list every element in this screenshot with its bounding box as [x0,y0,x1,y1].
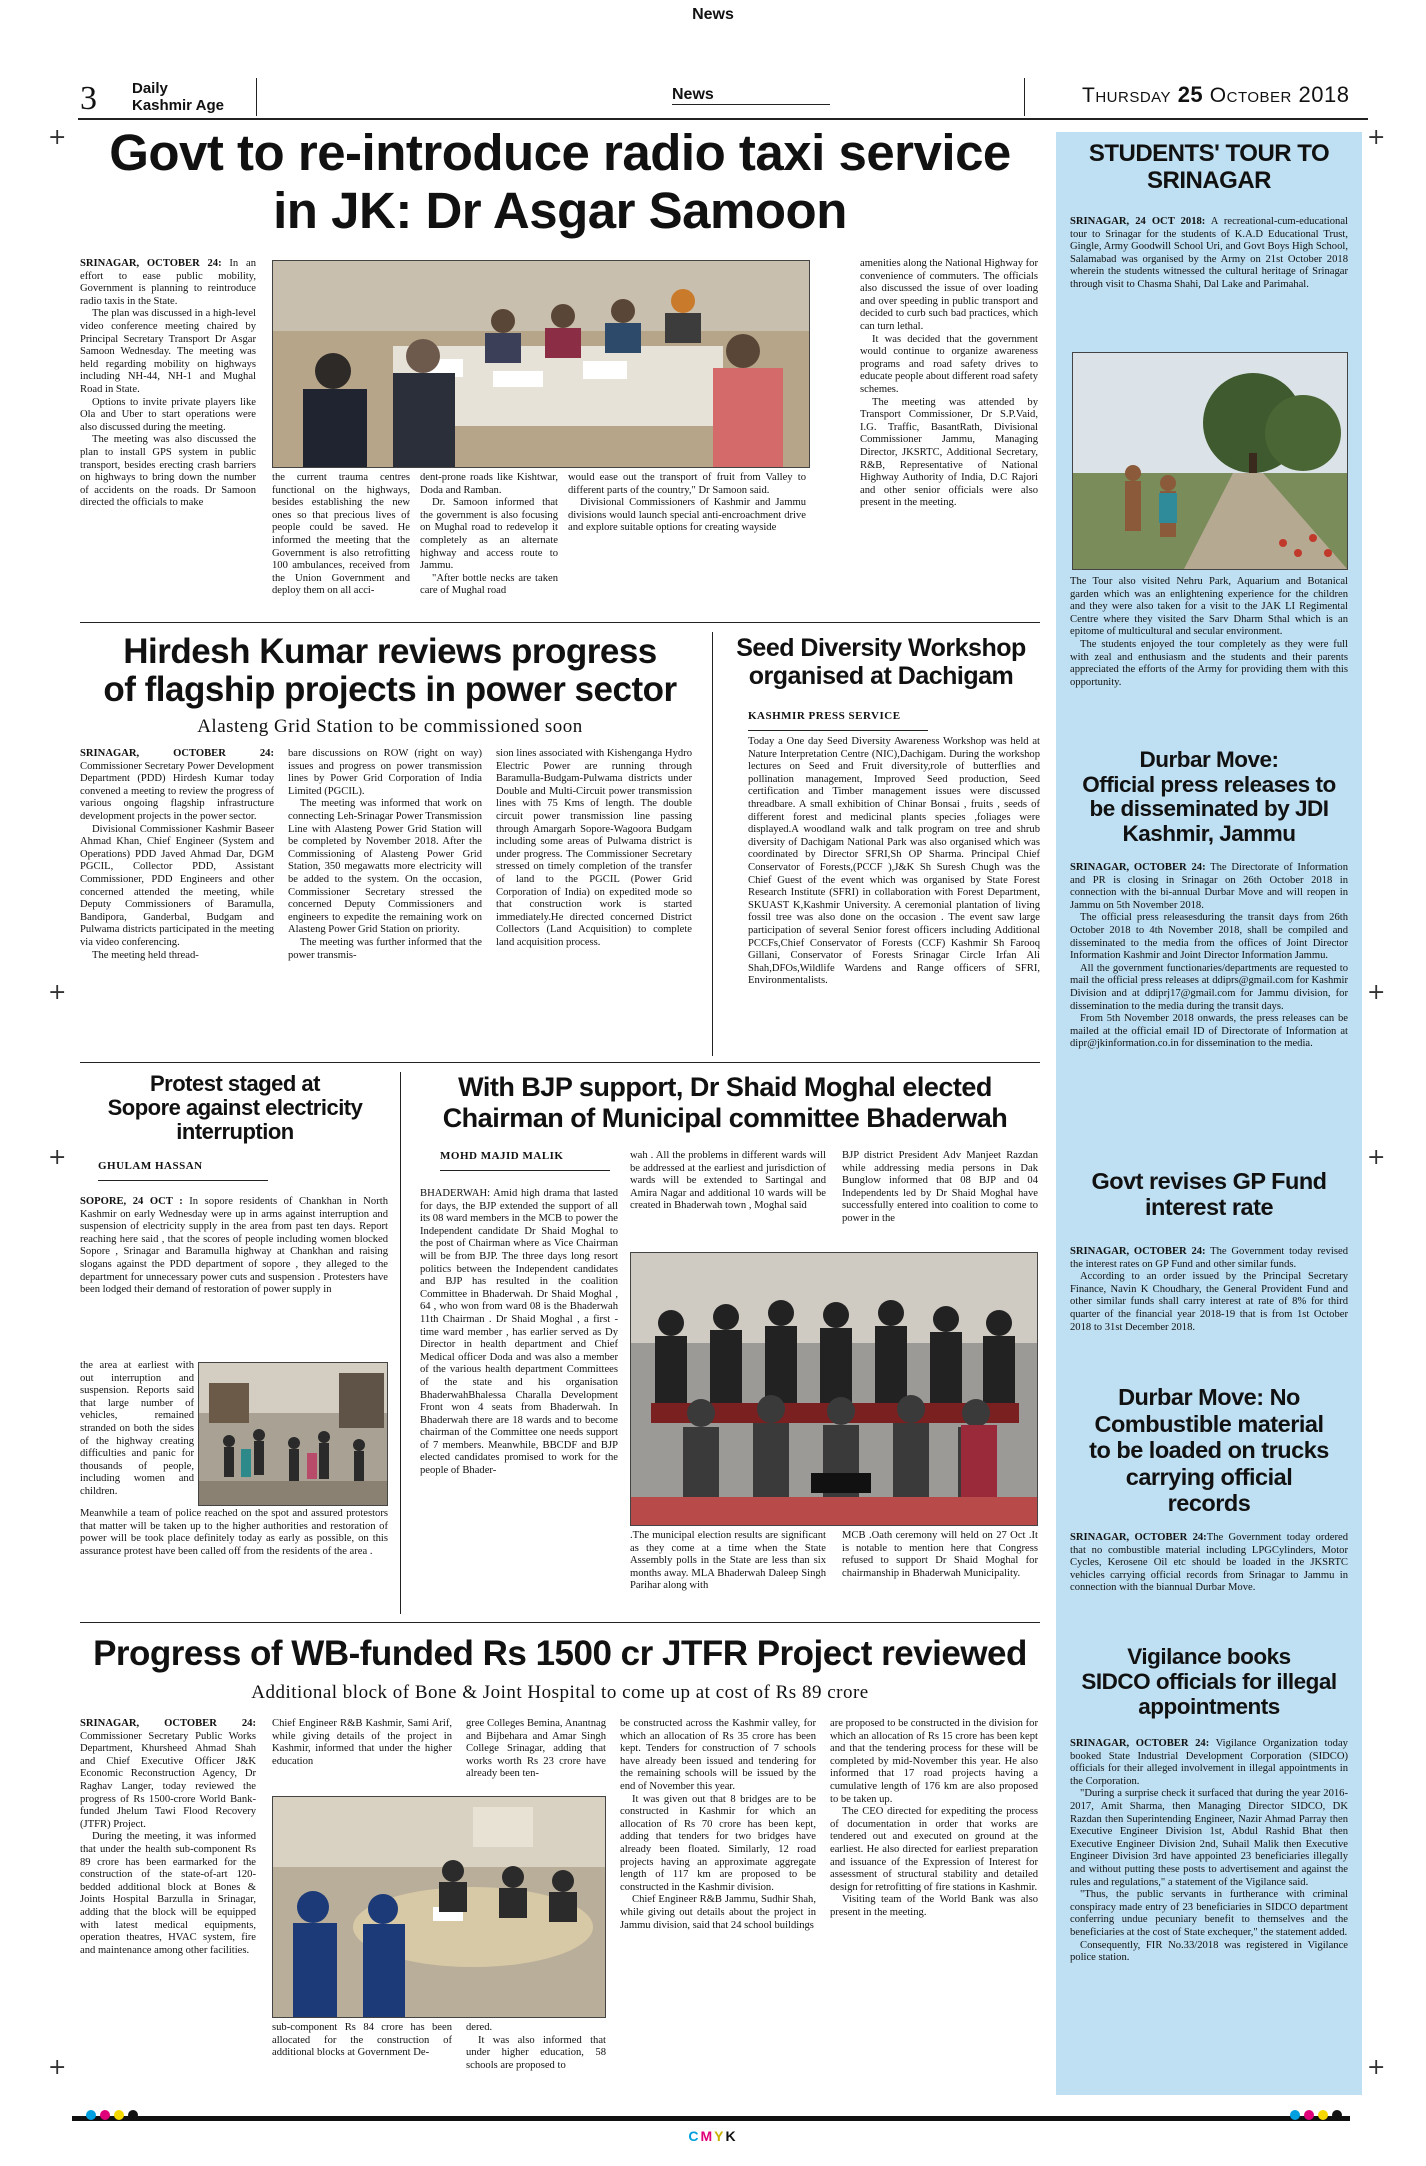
paragraph: Visiting team of the World Bank was also present in the meeting. [830,1894,1038,1918]
paragraph: amenities along the National Highway for convenience of commuters. The officials also discussed the issue of over loading and over speeding in public transport and decided to curb such bad practices, which can turn lethal. [860,258,1038,332]
a6-col2 [272,1718,452,1788]
paragraph: SRINAGAR, OCTOBER 24: Commissioner Secretary Public Works Department, Khursheed Ahmad Shah and Chief Executive Officer J&K Economic Reconstruction Agency, Dr Raghav Langer, today reviewed the progress of Rs 1500-crore World Bank-funded Jhelum Tawi Flood Recovery (JTFR) Project. [80,1718,256,1830]
a3-body [748,736,1040,1056]
paragraph: It was given out that 8 bridges are to be constructed in Kashmir for which an allocation of Rs 70 crore has been kept, adding that tenders for two bridges have already been floated. Similarly, 12 road projects having an approximate aggregate length of 117 km are proposed to be constructed in the Kashmir division. [620,1793,816,1893]
paragraph: bare discussions on ROW (right on way) issues and progress on power transmission lines by Power Grid Corporation of India Limited (PGCIL). [288,748,482,797]
paragraph: The meeting was further informed that the power transmis- [288,936,482,961]
paragraph: The meeting was informed that work on connecting Leh-Srinagar Power Transmission Line with Alasteng Power Grid Station will be completed by November 2018. After the Commissioning of Alasteng Power Grid Station, 350 megawatts more electricity will be added to the system. On the occasion, Commissioner Secretary stressed the concerned Deputy Commissioners and engineers to expedite the remaining work on Alasteng Power Grid Station on priority. [288,798,482,936]
protest-photo [198,1362,388,1506]
a4-top [80,1196,388,1358]
a1-col1 [80,258,256,608]
a1-headline: Govt to re-introduce radio taxi service in JK: Dr Asgar Samoon [109,124,1011,239]
paragraph: SRINAGAR, OCTOBER 24: The Government today revised the interest rates on GP Fund and other similar funds. [1070,1246,1348,1270]
a5-col1 [420,1188,618,1614]
a3-headline: Seed Diversity Workshop organised at Dachigam [736,634,1026,690]
a5-col5 [842,1530,1038,1614]
sb2-body [1070,862,1348,1166]
paragraph: Chief Engineer R&B Kashmir, Sami Arif, while giving details of the project in Kashmir, informed that under the higher education [272,1718,452,1767]
paragraph: SRINAGAR, 24 OCT 2018: A recreational-cum-educational tour to Srinagar for the students of K.A.D Educational Trust, Gingle, Army Goodwill School Uri, and Govt Boys High School, Salamabad was organised by the Army on 21st October 2018 wherein the students witnessed the cultural heritage of Srinagar through visit to Chasma Shahi, Dal Lake and Parimahal. [1070,216,1348,290]
sb1-bottom [1070,576,1348,742]
sb2-headline: Durbar Move: Official press releases to be disseminated by JDI Kashmir, Jammu [1082,747,1336,846]
paragraph: The plan was discussed in a high-level video conference meeting chaired by Principal Secretary Transport Dr Asgar Samoon Wednesday. The meeting was held regarding mobility on highways including NH-44, NH-1 and Mughal Road in State. [80,308,256,395]
sb4-headline: Durbar Move: No Combustible material to be loaded on trucks carrying official records [1089,1384,1329,1516]
crop-mark: + [48,1145,67,1170]
paragraph: Chief Engineer R&B Jammu, Sudhir Shah, while giving out details about the project in Jammu division, said that 24 school buildings [620,1894,816,1931]
paragraph: It was decided that the government would continue to organize awareness programs and road safety drives to educate people about different road safety schemes. [860,333,1038,395]
a6-col5 [830,1718,1038,2096]
paragraph: the current trauma centres functional on the highways, besides establishing the new ones so that precious lives of people could be saved. He informed the meeting that the Government is also retrofitting 100 ambulances, received from the Union Government and deploy them on all acci- [272,472,410,597]
paragraph: Meanwhile a team of police reached on the spot and assured protestors that matter will be taken up to the higher authorities and restoration of power will be took place definitely today as early as possible, on this assurance protest have been called off from the residents of the area . [80,1508,388,1557]
paragraph: the area at earliest with out interruption and suspension. Reports said that large number of vehicles, remained stranded on both the sides of the highway creating difficulties and panic for thousands of people, including women and children. [80,1360,194,1497]
sb1-headline: STUDENTS' TOUR TO SRINAGAR [1088,140,1330,194]
paragraph: The students enjoyed the tour completely as they were full with zeal and enthusiasm and the students and their parents appreciated the efforts of the Army for providing them with this opportunity. [1070,638,1348,688]
paragraph: SRINAGAR, OCTOBER 24: In an effort to ease public mobility, Government is planning to reintroduce radio taxis in the State. [80,258,256,307]
paper-name: Daily Kashmir Age [132,80,224,114]
a1-col2 [272,472,410,608]
a6-col1 [80,1718,256,2096]
a2-headline: Hirdesh Kumar reviews progress of flagship projects in power sector [103,632,677,709]
paragraph: The CEO directed for expediting the process of documentation in order that works are tendered out and executed on ground at the earliest. He also directed for earliest preparation and issuance of the Expression of Interest for assessment of structural stability and detailed design for retrofitting of fire stations in Kashmir. [830,1806,1038,1893]
a6-col3b [466,2022,606,2096]
section-label: News [672,86,714,103]
paragraph: All the government functionaries/departments are requested to mail the official press releases at ddiprs@gmail.com for Kashmir Division and at ddiprj17@gmail.com for Jammu division, for dissemination to the media during the transit days. [1070,962,1348,1012]
paragraph: The meeting was attended by Transport Commissioner, Dr S.P.Vaid, I.G. Traffic, BasantRath, Divisional Commissioner Jammu, Managing Director, JKSRTC, Additional Secretary, R&B, Representative of National Highway Authority of India, D.C Rajori and other senior officials were also present in the meeting. [860,396,1038,509]
page-number: 3 [80,80,97,117]
a2-col2 [288,748,482,1056]
paragraph: gree Colleges Bemina, Anantnag and Bijbehara and Amar Singh College Srinagar, adding that works worth Rs 23 crore have already been ten- [466,1718,606,1780]
jtfr-meeting-photo [272,1796,606,2018]
a1-col4 [568,472,806,608]
paragraph: Options to invite private players like Ola and Uber to start operations were also discussed during the meeting. [80,396,256,433]
a5-headline: With BJP support, Dr Shaid Moghal elected Chairman of Municipal committee Bhaderwah [442,1072,1008,1133]
paragraph: The meeting held thread- [92,949,199,961]
sb4-body [1070,1532,1348,1642]
crop-mark: + [1367,125,1386,150]
paragraph: SRINAGAR, OCTOBER 24: The Directorate of Information and PR is closing in Srinagar on 26th October 2018 in connection with the bi-annual Durbar Move and will reopen in Jammu on 5th November 2018. [1070,862,1348,911]
crop-mark: + [1367,1145,1386,1170]
paragraph: BHADERWAH: Amid high drama that lasted for days, the BJP extended the support of all its 08 ward members in the MCB to power the Independent candidate Dr Shaid Moghal to the post of Chairman where as Vice Chairman will be from BJP. The three days long resort politics between the Independent candidates and BJP has resulted in the coalition Committee in Bhaderwah. Dr Shaid Moghal , 64 , who won from ward 08 is the Bhaderwah 11th Chairman . Dr Shaid Moghal , a first -time ward member , has earlier served as Dy Director in health department and Chief Medical officer Doda and was also a member of the various health department Committees of the state and his organisation BhaderwahBhalessa Charalla Development Front won 4 seats from Bhaderwah. In Bhaderwah there are 18 wards and to become chairman of the Committee one needs support of 7 members. Meanwhile, BBCDF and BJP elected candidates promised to work for the people of Bhader- [420,1188,618,1477]
a2-col1 [80,748,274,1056]
paragraph: It was also informed that under higher education, 58 schools are proposed to [466,2034,606,2071]
crop-mark: + [48,2055,67,2080]
registration-dot [86,2110,96,2120]
paragraph: The official press releasesduring the transit days from 26th October 2018 to 4th November 2018, shall be compiled and disseminated to the media from the offices of Joint Director Information Kashmir and Joint Director Information Jammu. [1070,912,1348,962]
paragraph: Divisional Commissioner Kashmir Baseer Ahmad Khan, Chief Engineer (System and Operations) PDD Javed Ahmad Dar, DGM PGCIL, Collector PDD, Assistant Commissioner, PDD Engineers and other concerned attended the meeting, while Deputy Commissioners of Baramulla, Bandipora, Ganderbal, Budgam and Pulwama districts participated in the meeting via video conferencing. [80,823,274,948]
registration-dot [100,2110,110,2120]
a6-subhead: Additional block of Bone & Joint Hospital to come up at cost of Rs 89 crore [251,1682,869,1703]
paragraph: be constructed across the Kashmir valley, for which an allocation of Rs 35 crore has been kept. Tenders for construction of 7 schools have already been issued and tendering for the remaining schools will be issued by the end of November this year. [620,1718,816,1792]
paragraph: "During a surprise check it surfaced that during the year 2016-2017, Amit Sharma, then Managing Director SIDCO, DK Razdan then Superintending Engineer, Nazir Ahmad Parray then Executive Engineer Division 1st, Abdul Rashid Bhat then Executive Engineer Division 2nd, Suhail Malik then Executive Engineer Division 3rd have appointed 23 beneficiaries illegally and without putting these posts to advertisement and against the rules and regulations," a statement of the Vigilance said. [1070,1788,1348,1888]
a5-col4 [630,1530,826,1614]
crop-mark: + [48,980,67,1005]
a1-col3 [420,472,558,608]
paragraph: sub-component Rs 84 crore has been allocated for the construction of additional blocks at Government De- [272,2022,452,2059]
paragraph: sion lines associated with Kishenganga Hydro Electric Power are running through Baramulla-Budgam-Pulwama districts under Double and Multi-Circuit power transmission lines with 75 Kms of length. The double circuit power transmission line passing through Amargarh Sopore-Wagoora Budgam including some areas of Pulwama district is under progress. The Commissioner Secretary stressed on timely completion of the transfer of land to the PGCIL (Power Grid Corporation of India) on expedited mode so that construction work is started immediately.He directed concerned District Collectors (Land Acquisition) to complete land acquisition process. [496,748,692,948]
a5-col2 [630,1150,826,1250]
paragraph: dered. [466,2022,493,2033]
paragraph: Dr. Samoon informed that the government is also focusing on Mughal road to redevelop it completely as an alternate highway and access route to Jammu. [420,497,558,572]
paragraph: are proposed to be constructed in the division for which an allocation of Rs 15 crore has been kept and that the tendering process for these will be completed by mid-November this year. He also informed that 17 road projects having a cumulative length of 176 km are also proposed to be taken up. [830,1718,1038,1805]
paragraph: Divisional Commissioners of Kashmir and Jammu divisions would launch special anti-encroachment drive and explore suitable options for creating wayside [568,497,806,534]
paragraph: From 5th November 2018 onwards, the press releases can be mailed at the official email ID of Directorate of Information at dipr@jkinformation.co.in for dissemination to the media. [1070,1013,1348,1050]
a1-col5 [860,258,1038,608]
cmyk-marker: CMYK [688,2128,738,2144]
paragraph: Today a One day Seed Diversity Awareness Workshop was held at Nature Interpretation Centre (NIC),Dachigam. During the workshop lectures on Seed and Fruit diversity,role of butterflies and pollination management, Improved Seed production, Seed certification and Timber management issues were discussed threadbare. A small exhibition of Chinar Bonsai , fruits , seeds of different forest and medicinal plants species ,foliages were displayed.A woodland walk and talk program on tree and shrub diversity of Dachigam National Park was also organised which was coordinated by Director SFRI,Sh OP Sharma. Principal Chief Conservator of Forests,(PCCF ),J&K Sh Suresh Chugh was the Chief Guest of the event which was organised by State Forest Research Institute (SFRI) in collaboration with Forest Department, SKUAST K,Kashmir University. A ceremonial plantation of living fossil tree was also done on the occasion . The event saw large participation of several Senior forest officers including Additional PCCFs,Chief Conservator of Forests (CCF) Kashmir Sh Farooq Gillani, Conservator of Forests Srinagar Circle Irfan Ali Shah,DFOs,Wildlife Wardens and Range officers of SFRI, Environmentalists. [748,736,1040,987]
paragraph: "Thus, the public servants in furtherance with criminal conspiracy made entry of 23 beneficiaries in SIDCO department conferring undue pecuniary benefit to themselves and the beneficiaries at the cost of State exchequer," the statement added. [1070,1889,1348,1938]
paragraph: According to an order issued by the Principal Secretary Finance, Navin K Choudhary, the General Provident Fund and other similar funds shall carry interest at rate of 8% for third quarter of the financial year 2018-19 that is from 1st October 2018 to 31st December 2018. [1070,1271,1348,1333]
sb3-headline: Govt revises GP Fund interest rate [1091,1168,1327,1220]
sb5-body [1070,1738,1348,2092]
registration-dot [1318,2110,1328,2120]
sb3-body [1070,1246,1348,1386]
top-news-label: News [692,6,734,23]
a2-col3 [496,748,692,1056]
a3-byline: KASHMIR PRESS SERVICE [748,710,901,722]
a6-headline: Progress of WB-funded Rs 1500 cr JTFR Project reviewed [93,1634,1027,1673]
paragraph: MCB .Oath ceremony will held on 27 Oct .It is notable to mention here that Congress refused to support Dr Shaid Moghal for chairmanship in Bhaderwah Municipality. [842,1530,1038,1579]
crop-mark: + [1367,2055,1386,2080]
a4-headline: Protest staged at Sopore against electricity interruption [107,1071,363,1144]
a5-byline: MOHD MAJID MALIK [440,1150,564,1162]
paragraph: "After bottle necks are taken care of Mughal road [420,572,558,597]
sb5-headline: Vigilance books SIDCO officials for illegal appointments [1081,1644,1337,1719]
a4-byline: GHULAM HASSAN [98,1160,203,1172]
paragraph: The Tour also visited Nehru Park, Aquarium and Botanical garden which was an enlightening experience for the children and they were also taken for a visit to the JAK LI Regimental Centre where they visited the Sarv Dharm Sthal which is an epitome of multicultural and secular environment. [1070,576,1348,638]
students-tour-photo [1072,352,1348,570]
a2-subhead: Alasteng Grid Station to be commissioned soon [197,716,583,737]
paragraph: SOPORE, 24 OCT : In sopore residents of Chankhan in North Kashmir on early Wednesday were up in arms against interruption and suspension of electricity supply in the area from past ten days. Report reaching here said , that the scores of people including women blocked Sopore , Srinagar and Baramulla highway at Chankhan and raising slogans against the PDD department of sopore , they alleged to the department for unnecessary power cuts and suspension . Protesters have been lodged their demand of restoration of power supply in [80,1196,388,1296]
crop-mark: + [1367,980,1386,1005]
a6-col3 [466,1718,606,1788]
paragraph: .The municipal election results are significant as they come at a time when the State Assembly polls in the State are less than six months away. MLA Bhaderwah Daleep Singh Parihar along with [630,1530,826,1592]
registration-dot [1332,2110,1342,2120]
meeting-photo [272,260,810,468]
paragraph: The meeting was also discussed the plan to install GPS system in public transport, besides erecting crash barriers on highways to bring down the number of accidents on the roads. Dr Samoon directed the officials to make [80,434,256,509]
crop-mark: + [48,125,67,150]
sb1-top [1070,216,1348,344]
registration-dot [128,2110,138,2120]
registration-dot [1290,2110,1300,2120]
issue-date: Thursday 25 October 2018 [1082,82,1350,107]
paragraph: BJP district President Adv Manjeet Razdan while addressing media persons in Dak Bunglow informed that 08 BJP and 04 Independents led by Dr Shaid Moghal have successfully entered into coalition to come to power in the [842,1150,1038,1224]
paragraph: SRINAGAR, OCTOBER 24: Commissioner Secretary Power Development Department (PDD) Hirdesh Kumar today convened a meeting to review the progress of various ongoing flagship infrastructure development projects in the power sector. [80,748,274,822]
a4-bottom [80,1508,388,1614]
paragraph: SRINAGAR, OCTOBER 24: Vigilance Organization today booked State Industrial Development Corporation (SIDCO) officials for their alleged involvement in illegal appointments in the Corporation. [1070,1738,1348,1787]
paragraph: wah . All the problems in different wards will be addressed at the earliest and jurisdiction of wards will be extended to Sartingal and Amira Nagar and additional 10 wards will be created in Bhaderwah town , Moghal said [630,1150,826,1212]
bjp-group-photo [630,1252,1038,1526]
a6-col2b [272,2022,452,2096]
paragraph: During the meeting, it was informed that under the health sub-component Rs 89 crore has been earmarked for the construction of the state-of-art 120-bedded additional block at Bones & Joints Hospital Barzulla in Srinagar, adding that the block will be equipped with latest medical equipments, operation theatres, HVAC system, fire and maintenance among other facilities. [80,1831,256,1956]
a6-col4 [620,1718,816,2096]
paragraph: Consequently, FIR No.33/2018 was registered in Vigilance police station. [1070,1939,1348,1964]
registration-dot [1304,2110,1314,2120]
registration-dot [114,2110,124,2120]
paragraph: dent-prone roads like Kishtwar, Doda and Ramban. [420,472,558,496]
a5-col3 [842,1150,1038,1250]
paragraph: would ease out the transport of fruit from Valley to different parts of the country," Dr Samoon said. [568,472,806,496]
paragraph: SRINAGAR, OCTOBER 24:The Government today ordered that no combustible material including LPGCylinders, Motor Cycles, Kerosene Oil etc should be loaded in the JKSRTC vehicles carrying official records from Srinagar to Jammu in connection with the biannual Durbar Move. [1070,1532,1348,1594]
